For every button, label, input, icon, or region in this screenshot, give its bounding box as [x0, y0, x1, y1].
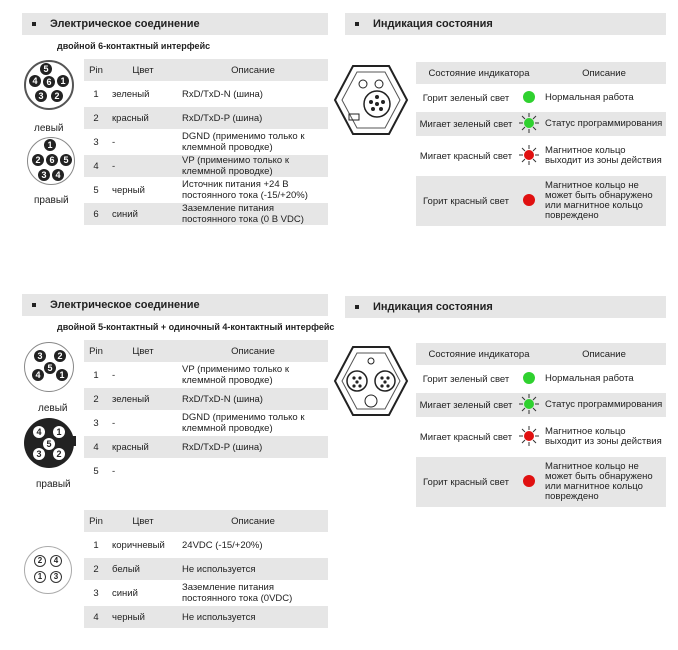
status-table-top — [416, 60, 666, 228]
table-row: 4 черный Не используется — [84, 606, 328, 628]
table-row: Мигает зеленый свет Статус программирования — [416, 393, 666, 417]
interface-subtitle: двойной 5-контактный + одиночный 4-контактный интерфейс — [57, 322, 335, 332]
connector-right-5pin-icon: 4 1 5 3 2 — [24, 418, 76, 468]
section-header-electrical: Электрическое соединение — [22, 13, 328, 35]
table-row: 1 зеленый RxD/TxD-N (шина) — [93, 88, 263, 100]
red-blink-icon — [519, 426, 539, 446]
table-row: Мигает зеленый свет Статус программирования — [416, 112, 666, 136]
left-connector-label: левый — [34, 123, 64, 134]
green-blink-icon — [519, 394, 539, 414]
table-row: Мигает красный свет Магнитное кольцо выходит из зоны действия — [419, 145, 662, 166]
green-blink-icon — [519, 113, 539, 133]
section-header-electrical: Электрическое соединение — [22, 294, 328, 316]
column-header-description: Описание — [178, 340, 328, 362]
table-row: 2 белый Не используется — [84, 558, 328, 580]
sensor-head-icon — [333, 343, 409, 419]
column-header-color: Цвет — [108, 59, 178, 81]
table-row: 6 синий Заземление питания постоянного тока (0 В VDC) — [84, 203, 328, 225]
table-row: 3 - DGND (применимо только к клеммной проводке) — [93, 131, 305, 153]
table-row: Мигает красный свет Магнитное кольцо выходит из зоны действия — [419, 426, 662, 447]
table-row: 2 зеленый RxD/TxD-N (шина) — [84, 388, 328, 410]
table-row: 1 коричневый 24VDC (-15/+20%) — [93, 539, 263, 551]
table-row: Горит зеленый свет Нормальная работа — [422, 92, 634, 104]
column-header-description: Описание — [178, 59, 328, 81]
red-blink-icon — [519, 145, 539, 165]
section-header-status: Индикация состояния — [345, 13, 666, 35]
table-row: 5 - — [93, 465, 116, 477]
column-header-description: Описание — [178, 510, 328, 532]
table-row: 3 - DGND (применимо только к клеммной проводке) — [93, 412, 305, 434]
pin-table-top — [84, 57, 328, 227]
column-header-description: Описание — [542, 343, 666, 365]
sensor-head-icon — [333, 62, 409, 138]
column-header-state: Состояние индикатора — [416, 343, 542, 365]
red-led-icon — [523, 475, 535, 487]
connector-left-5pin-icon: 3 2 4 5 1 — [24, 342, 74, 392]
table-row: 3 синий Заземление питания постоянного тока (0VDC) — [93, 582, 293, 604]
column-header-color: Цвет — [108, 340, 178, 362]
table-row: 2 красный RxD/TxD-P (шина) — [84, 107, 328, 129]
status-table-bottom — [416, 341, 666, 509]
column-header-pin: Pin — [84, 59, 108, 81]
column-header-pin: Pin — [84, 510, 108, 532]
section-header-status: Индикация состояния — [345, 296, 666, 318]
pin-table-5pin — [84, 338, 328, 484]
table-row: 5 черный Источник питания +24 В постоянного тока (-15/+20%) — [93, 179, 308, 201]
red-led-icon — [523, 194, 535, 206]
column-header-state: Состояние индикатора — [416, 62, 542, 84]
table-row: Горит зеленый свет Нормальная работа — [422, 373, 634, 385]
green-led-icon — [523, 91, 535, 103]
table-row: 4 красный RxD/TxD-P (шина) — [84, 436, 328, 458]
column-header-color: Цвет — [108, 510, 178, 532]
column-header-pin: Pin — [84, 340, 108, 362]
connector-4pin-icon: 2 4 1 3 — [24, 546, 72, 594]
table-row: Горит красный свет Магнитное кольцо не может быть обнаружено или магнитное кольцо повреждено — [416, 176, 666, 226]
right-connector-label: правый — [34, 195, 69, 206]
connector-left-6pin-icon: 5 4 6 1 3 2 — [24, 60, 74, 110]
right-connector-label: правый — [36, 479, 71, 490]
column-header-description: Описание — [542, 62, 666, 84]
green-led-icon — [523, 372, 535, 384]
connector-right-6pin-icon: 1 2 6 5 3 4 — [27, 137, 75, 185]
table-row: 4 - VP (применимо только к клеммной проводке) — [84, 155, 328, 177]
pin-table-4pin — [84, 508, 328, 630]
left-connector-label: левый — [38, 403, 68, 414]
interface-subtitle: двойной 6-контактный интерфейс — [57, 41, 211, 51]
table-row: Горит красный свет Магнитное кольцо не может быть обнаружено или магнитное кольцо повреждено — [416, 457, 666, 507]
table-row: 1 - VP (применимо только к клеммной проводке) — [93, 364, 290, 386]
